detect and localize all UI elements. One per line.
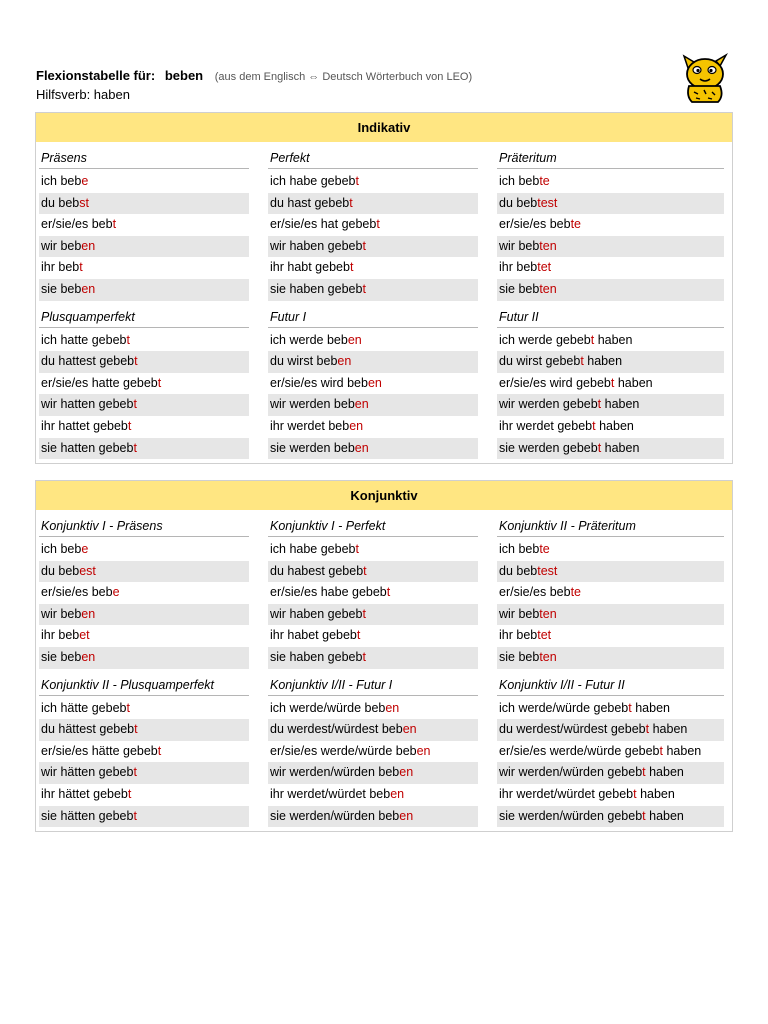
conjugation-row [268,561,478,583]
conjugation-ending: te [570,585,582,600]
conjugation-ending: en [337,354,352,369]
conjugation-row [39,330,249,352]
conjugation-stem: du wirst gebeb [499,354,581,369]
conjugation-ending: t [386,585,391,600]
conjugation-stem: wir werden/würden beb [270,765,400,780]
conjugation-row [497,741,724,763]
conjugation-stem: wir haben gebeb [270,238,363,253]
conjugation-row [268,647,478,669]
conjugation-stem: ihr werdet/würdet gebeb [499,786,634,801]
conjugation-ending: tet [537,628,552,643]
conjugation-row [39,539,249,561]
conjugation-ending: t [633,786,637,801]
conjugation-row [39,351,249,373]
conjugation-stem: ich beb [499,542,540,556]
conjugation-row [268,741,478,763]
conjugation-stem: er/sie/es beb [499,217,571,232]
conjugation-ending: ten [539,649,557,664]
conjugation-stem: du werdest/würdest gebeb [499,722,646,737]
conjugation-row [268,582,478,604]
conjugation-ending: en [347,332,362,347]
conjugation-stem: wir beb [41,238,82,253]
conjugation-ending: t [590,332,595,347]
conjugation-row [268,416,478,438]
conjugation-row [497,806,724,828]
conjugation-ending: et [79,628,90,643]
conjugation-row [497,171,724,193]
conjugation-stem: ihr habt gebeb [270,260,350,275]
conjugation-ending: te [539,542,550,556]
conjugation-ending: t [127,786,132,801]
conjugation-row [497,625,724,647]
conjugation-stem: du beb [41,195,80,210]
conjugation-stem: sie hatten gebeb [41,440,134,455]
conjugation-ending: en [81,281,96,296]
tense-title: Konjunktiv I/II - Futur I [268,675,478,696]
tense-block [497,675,724,828]
conjugation-row [39,171,249,193]
conjugation-stem: sie werden/würden gebeb [499,808,643,823]
conjugation-stem: wir werden/würden gebeb [499,765,643,780]
conjugation-stem: wir hatten gebeb [41,397,134,412]
conjugation-ending: t [126,332,130,347]
conjugation-stem: ihr beb [41,628,80,643]
conjugation-stem: du hast gebeb [270,195,350,210]
conjugation-stem: ihr hättet gebeb [41,786,128,801]
conjugation-stem: sie werden/würden beb [270,808,400,823]
conjugation-stem: er/sie/es wird gebeb [499,375,611,390]
conjugation-ending: t [642,808,646,823]
conjugation-row [497,373,724,395]
conjugation-stem: du hattest gebeb [41,354,135,369]
conjugation-stem: sie werden beb [270,440,355,455]
conjugation-ending: en [402,722,417,737]
conjugation-row [39,561,249,583]
conjugation-ending: t [349,195,353,210]
conjugation-stem: er/sie/es werde/würde gebeb [499,743,660,758]
conjugation-row [39,647,249,669]
conjugation-stem: wir werden beb [270,397,355,412]
auxiliary-verb: Hilfsverb: haben [36,87,130,102]
conjugation-ending: t [592,418,596,433]
conjugation-row [39,698,249,720]
conjugation-ending: t [356,628,361,643]
conjugation-row [268,438,478,460]
tense-title: Plusquamperfekt [39,307,249,328]
conjugation-stem: ich werde gebeb [499,332,591,347]
tense-block [268,675,478,828]
conjugation-ending: ten [539,606,557,621]
conjugation-stem: ich beb [499,174,540,188]
conjugation-row [39,806,249,828]
conjugation-ending: en [81,606,96,621]
conjugation-stem: er/sie/es hatte gebeb [41,375,158,390]
conjugation-stem: ich beb [41,174,82,188]
conjugation-stem: ihr beb [499,260,538,275]
conjugation-row [39,582,249,604]
conjugation-ending: tet [537,260,552,275]
conjugation-row [497,193,724,215]
tense-block [39,307,249,460]
conjugation-stem: er/sie/es beb [41,585,113,600]
tense-block [497,148,724,301]
conjugation-row [39,236,249,258]
conjugation-ending: t [133,397,137,412]
tense-block [268,307,478,460]
conjugation-ending: en [354,397,369,412]
conjugation-ending: t [659,743,663,758]
conjugation-stem: ihr beb [41,260,80,275]
conjugation-stem: sie haben gebeb [270,281,363,296]
conjugation-row [39,625,249,647]
section-konjunktiv [35,480,733,832]
conjugation-stem: du beb [499,195,538,210]
conjugation-stem: ihr beb [499,628,538,643]
conjugation-ending: t [362,606,366,621]
conjugation-ending: te [570,217,582,232]
conjugation-row [497,604,724,626]
conjugation-suffix: haben [631,700,670,715]
conjugation-stem: ich hatte gebeb [41,332,127,347]
conjugation-stem: ich beb [41,542,82,556]
conjugation-ending: t [349,260,354,275]
conjugation-row [268,698,478,720]
conjugation-stem: du werdest/würdest beb [270,722,403,737]
conjugation-stem: wir beb [499,238,540,253]
conjugation-row [497,719,724,741]
conjugation-row [497,279,724,301]
conjugation-stem: wir hätten gebeb [41,765,134,780]
conjugation-ending: t [362,281,366,296]
conjugation-row [268,351,478,373]
conjugation-ending: t [355,542,359,556]
conjugation-stem: ihr habet gebeb [270,628,357,643]
conjugation-row [39,416,249,438]
conjugation-ending: t [157,375,162,390]
table-title-label: Flexionstabelle für: [36,68,156,83]
conjugation-stem: ich werde beb [270,332,348,347]
conjugation-row [497,257,724,279]
tense-title: Perfekt [268,148,478,169]
tense-title: Konjunktiv II - Plusquamperfekt [39,675,249,696]
conjugation-row [39,784,249,806]
conjugation-ending: t [642,765,646,780]
conjugation-stem: er/sie/es wird beb [270,375,368,390]
section-title: Konjunktiv [36,481,732,510]
conjugation-stem: wir beb [41,606,82,621]
tense-title: Futur I [268,307,478,328]
conjugation-row [497,330,724,352]
conjugation-stem: ihr werdet/würdet beb [270,786,391,801]
conjugation-stem: er/sie/es werde/würde beb [270,743,417,758]
conjugation-ending: te [539,174,550,188]
page-header [36,67,696,103]
conjugation-ending: t [597,397,602,412]
conjugation-stem: du hättest gebeb [41,722,135,737]
tense-title: Präteritum [497,148,724,169]
conjugation-ending: en [349,418,364,433]
conjugation-stem: er/sie/es beb [499,585,571,600]
conjugation-ending: test [537,195,558,210]
conjugation-row [268,762,478,784]
conjugation-row [39,257,249,279]
conjugation-row [497,236,724,258]
conjugation-stem: sie werden gebeb [499,440,598,455]
conjugation-row [497,214,724,236]
conjugation-stem: ich werde/würde gebeb [499,700,629,715]
conjugation-ending: t [133,808,137,823]
conjugation-stem: du wirst beb [270,354,338,369]
conjugation-stem: sie beb [499,649,540,664]
conjugation-stem: ihr werdet beb [270,418,350,433]
conjugation-ending: t [363,563,367,578]
conjugation-stem: sie beb [41,281,82,296]
conjugation-row [497,351,724,373]
conjugation-stem: wir beb [499,606,540,621]
conjugation-ending: t [157,743,162,758]
conjugation-row [268,257,478,279]
conjugation-row [39,762,249,784]
tense-block [39,516,249,669]
conjugation-row [497,582,724,604]
conjugation-ending: t [645,722,650,737]
conjugation-row [39,193,249,215]
conjugation-ending: t [112,217,117,232]
conjugation-stem: ich habe gebeb [270,174,356,188]
conjugation-row [268,330,478,352]
conjugation-row [268,806,478,828]
conjugation-row [39,741,249,763]
conjugation-row [497,561,724,583]
conjugation-row [268,279,478,301]
conjugation-row [39,719,249,741]
conjugation-ending: t [355,174,359,188]
conjugation-row [268,539,478,561]
conjugation-suffix: haben [583,354,623,369]
conjugation-row [497,762,724,784]
conjugation-row [268,394,478,416]
conjugation-ending: en [81,238,96,253]
conjugation-ending: st [79,195,89,210]
conjugation-stem: ihr werdet gebeb [499,418,593,433]
conjugation-ending: en [385,700,400,715]
conjugation-ending: ten [539,238,557,253]
conjugation-row [268,193,478,215]
conjugation-stem: wir haben gebeb [270,606,363,621]
conjugation-suffix: haben [601,440,640,455]
conjugation-ending: en [399,808,414,823]
conjugation-row [268,236,478,258]
conjugation-stem: du beb [41,563,80,578]
conjugation-suffix: haben [595,418,634,433]
conjugation-stem: er/sie/es hätte gebeb [41,743,158,758]
conjugation-row [39,604,249,626]
conjugation-ending: en [81,649,96,664]
conjugation-ending: en [416,743,431,758]
conjugation-row [497,698,724,720]
tense-title: Präsens [39,148,249,169]
conjugation-row [268,784,478,806]
conjugation-row [268,214,478,236]
conjugation-ending: t [133,440,137,455]
conjugation-row [39,394,249,416]
conjugation-suffix: haben [663,743,702,758]
conjugation-stem: sie hätten gebeb [41,808,134,823]
conjugation-row [497,394,724,416]
conjugation-stem: ihr hattet gebeb [41,418,128,433]
tense-title: Konjunktiv II - Präteritum [497,516,724,537]
conjugation-ending: en [354,440,369,455]
tense-block [497,516,724,669]
conjugation-row [39,214,249,236]
conjugation-row [497,416,724,438]
conjugation-ending: en [390,786,405,801]
conjugation-ending: t [134,354,138,369]
conjugation-suffix: haben [636,786,675,801]
tense-block [268,148,478,301]
conjugation-suffix: haben [649,722,688,737]
section-indikativ [35,112,733,464]
conjugation-ending: est [79,563,96,578]
conjugation-row [268,625,478,647]
conjugation-ending: t [610,375,615,390]
conjugation-stem: du beb [499,563,538,578]
conjugation-stem: er/sie/es habe gebeb [270,585,387,600]
conjugation-suffix: haben [601,397,640,412]
conjugation-row [39,279,249,301]
conjugation-suffix: haben [645,808,684,823]
conjugation-ending: test [537,563,558,578]
tense-title: Konjunktiv I/II - Futur II [497,675,724,696]
conjugation-row [268,719,478,741]
conjugation-ending: t [79,260,83,275]
conjugation-suffix: haben [645,765,684,780]
conjugation-ending: en [367,375,382,390]
conjugation-stem: sie haben gebeb [270,649,363,664]
conjugation-ending: t [597,440,602,455]
conjugation-stem: ich werde/würde beb [270,700,386,715]
conjugation-ending: t [133,765,137,780]
conjugation-ending: ten [539,281,557,296]
conjugation-row [268,171,478,193]
conjugation-stem: sie beb [41,649,82,664]
conjugation-stem: du habest gebeb [270,563,364,578]
verb-name: beben [164,68,204,83]
conjugation-suffix: haben [614,375,653,390]
tense-title: Konjunktiv I - Präsens [39,516,249,537]
conjugation-row [497,784,724,806]
conjugation-stem: er/sie/es beb [41,217,113,232]
conjugation-ending: t [580,354,584,369]
conjugation-row [39,373,249,395]
tense-block [39,675,249,828]
conjugation-ending: en [399,765,414,780]
conjugation-stem: ich habe gebeb [270,542,356,556]
conjugation-ending: t [126,700,130,715]
conjugation-ending: t [362,649,366,664]
tense-block [497,307,724,460]
conjugation-suffix: haben [594,332,633,347]
conjugation-stem: sie beb [499,281,540,296]
conjugation-stem: wir werden gebeb [499,397,598,412]
conjugation-row [497,647,724,669]
section-title: Indikativ [36,113,732,142]
conjugation-row [39,438,249,460]
conjugation-ending: t [127,418,132,433]
conjugation-ending: t [628,700,632,715]
tense-block [39,148,249,301]
conjugation-ending: e [112,585,120,600]
leo-lion-logo-icon [680,52,730,106]
conjugation-ending: t [376,217,380,232]
title-line [36,67,696,86]
conjugation-row [497,438,724,460]
conjugation-stem: er/sie/es hat gebeb [270,217,377,232]
conjugation-ending: e [81,542,89,556]
conjugation-row [497,539,724,561]
dictionary-source: (aus dem Englisch ⇔ Deutsch Wörterbuch von LEO) [214,71,473,83]
conjugation-row [268,373,478,395]
conjugation-row [268,604,478,626]
conjugation-stem: ich hätte gebeb [41,700,127,715]
conjugation-ending: e [81,174,89,188]
tense-block [268,516,478,669]
conjugation-ending: t [362,238,366,253]
tense-title: Futur II [497,307,724,328]
tense-title: Konjunktiv I - Perfekt [268,516,478,537]
conjugation-ending: t [134,722,138,737]
